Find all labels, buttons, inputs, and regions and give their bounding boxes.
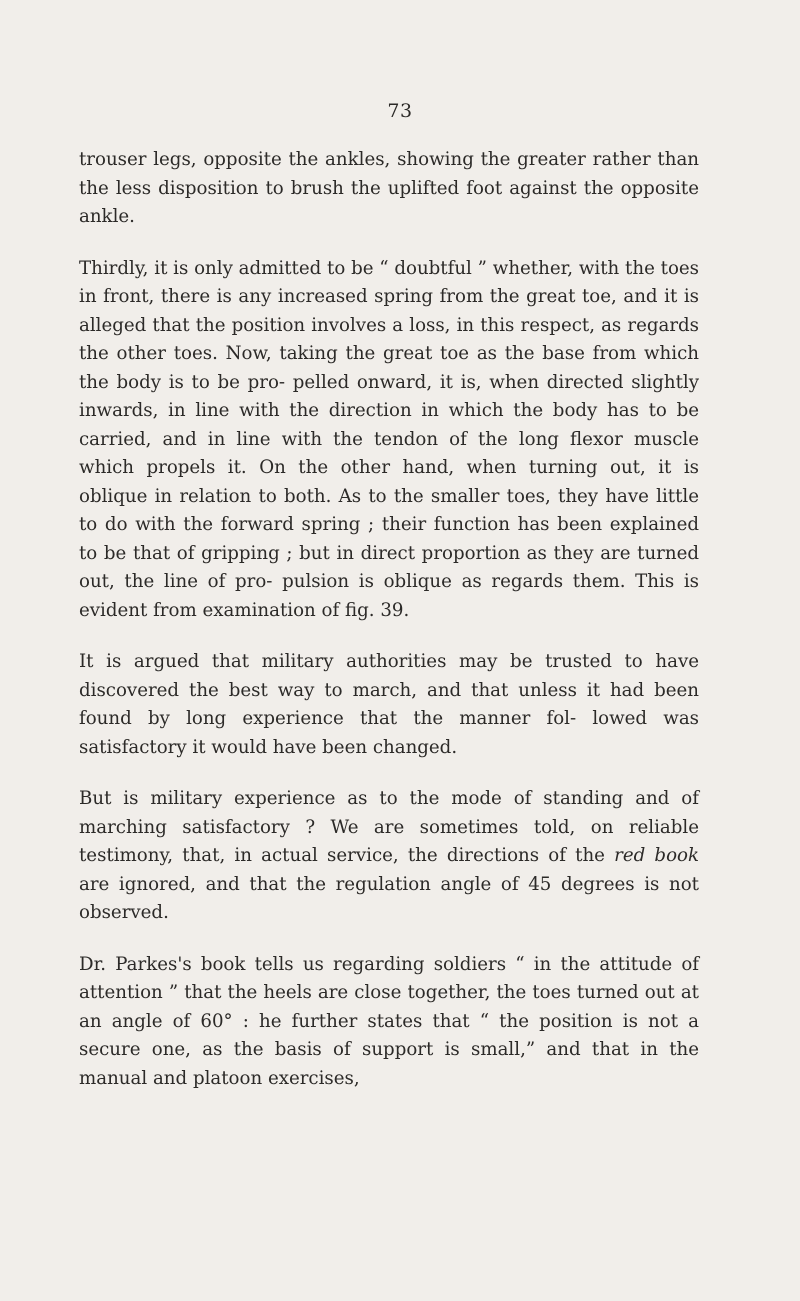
red-book-italic: red book [614,845,699,866]
paragraph-1: trouser legs, opposite the ankles, showing the greater rather than the less disposition to brush the uplifted foot against the opposite ankle. [79,149,699,227]
paragraph-5: Dr. Parkes's book tells us regarding soldiers “ in the attitude of attention ” that the heels are close together, the toes turned out at an angle of 60° : he further states that “ the position is not a secure one, as the basis of support is small,” and that in the manual and platoon exercises, [79,953,699,1089]
paragraph-4-after: are ignored, and that the regulation angle of 45 degrees is not observed. [79,873,699,923]
paragraph-3: It is argued that military authorities may be trusted to have discovered the best way to march, and that unless it had been found by long experience that the manner fol- lowed was satisfactory it would have been changed. [79,651,699,758]
body-text [79,146,699,1093]
paragraph-4 [79,785,699,928]
paragraph-4-before: But is military experience as to the mode of standing and of marching satisfactory ? We are sometimes told, on reliable testimony, that, in actual service, the directions of the [79,788,699,866]
page-number: 73 [387,100,413,122]
paragraph-2: Thirdly, it is only admitted to be “ doubtful ” whether, with the toes in front, there is any increased spring from the great toe, and it is alleged that the position involves a loss, in this respect, as regards the other toes. Now, taking the great toe as the base from which the body is to be pro- pelled onward, it is, when directed slightly inwards, in line with the direction in which the body has to be carried, and in line with the tendon of the long flexor muscle which propels it. On the other hand, when turning out, it is oblique in relation to both. As to the smaller toes, they have little to do with the forward spring ; their function has been explained to be that of gripping ; but in direct proportion as they are turned out, the line of pro- pulsion is oblique as regards them. This is evident from examination of fig. 39. [79,257,699,621]
